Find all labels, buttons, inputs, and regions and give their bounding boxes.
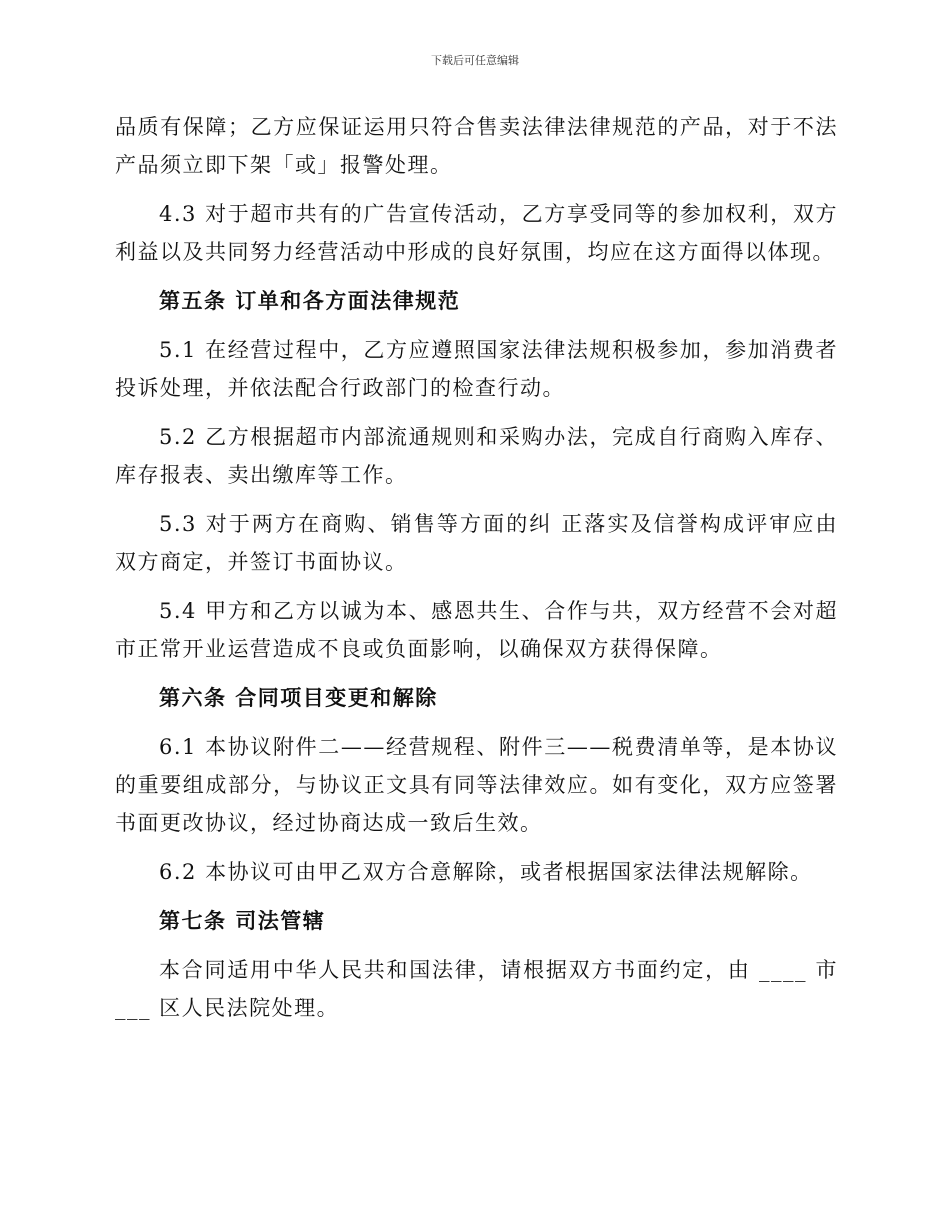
clause-5-3: 5.3 对于两方在商购、销售等方面的纠 正落实及信誉构成评审应由双方商定，并签订书面协议。 (115, 512, 838, 574)
clause-4-3: 4.3 对于超市共有的广告宣传活动，乙方享受同等的参加权利，双方利益以及共同努力经营活动中形成的良好氛围，均应在这方面得以体现。 (115, 202, 838, 264)
document-body (115, 108, 838, 1027)
paragraph-continuation: 品质有保障；乙方应保证运用只符合售卖法律法律规范的产品，对于不法产品须立即下架「或」报警处理。 (115, 115, 838, 177)
page-header: 下载后可任意编辑 (431, 54, 519, 67)
heading-article-7: 第七条 司法管辖 (159, 908, 326, 933)
clause-6-2: 6.2 本协议可由甲乙双方合意解除，或者根据国家法律法规解除。 (159, 860, 813, 884)
heading-article-6: 第六条 合同项目变更和解除 (159, 685, 438, 710)
clause-5-1: 5.1 在经营过程中，乙方应遵照国家法律法规积极参加，参加消费者投诉处理，并依法配合行政部门的检查行动。 (115, 338, 838, 400)
clause-7: 本合同适用中华人民共和国法律，请根据双方书面约定，由 ____ 市 ___ 区人民法院处理。 (115, 958, 838, 1020)
heading-article-5: 第五条 订单和各方面法律规范 (159, 288, 461, 313)
clause-5-2: 5.2 乙方根据超市内部流通规则和采购办法，完成自行商购入库存、库存报表、卖出缴库等工作。 (115, 425, 838, 487)
clause-5-4: 5.4 甲方和乙方以诚为本、感恩共生、合作与共，双方经营不会对超市正常开业运营造成不良或负面影响，以确保双方获得保障。 (115, 599, 838, 661)
clause-6-1: 6.1 本协议附件二——经营规程、附件三——税费清单等，是本协议的重要组成部分，与协议正文具有同等法律效应。如有变化，双方应签署书面更改协议，经过协商达成一致后生效。 (115, 735, 838, 835)
